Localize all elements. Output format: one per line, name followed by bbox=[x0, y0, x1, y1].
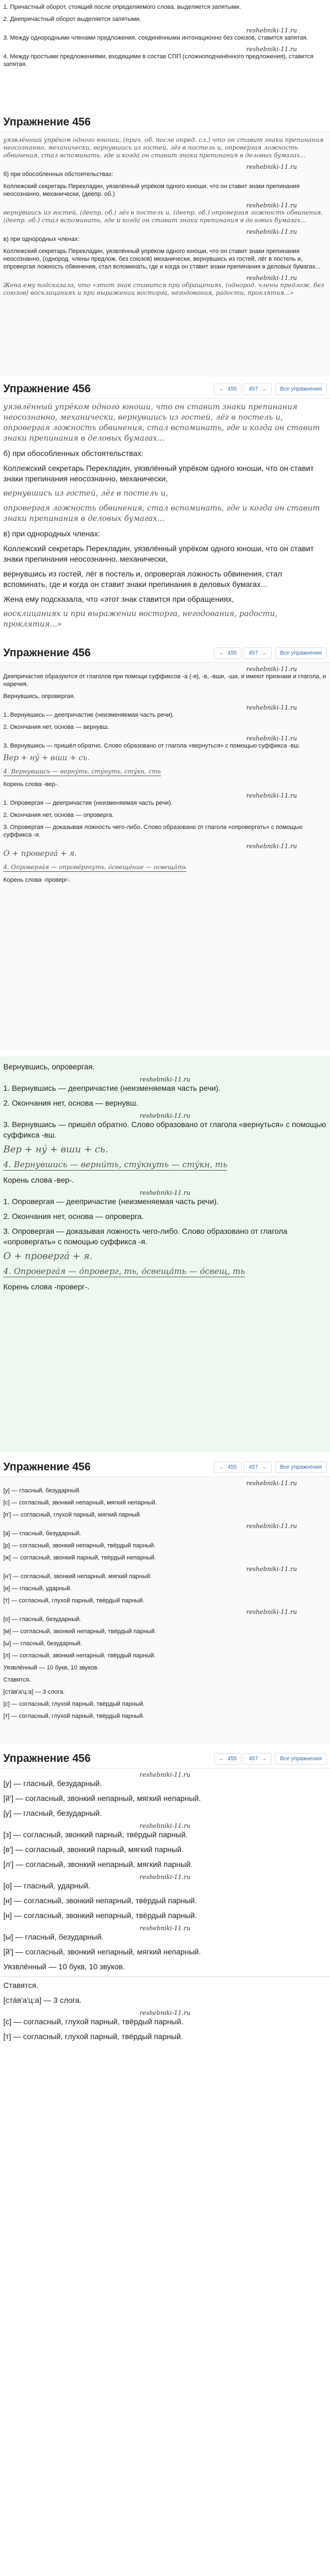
watermark: reshebniki-11.ru bbox=[246, 228, 297, 235]
rule-text: 3. Между однородными членами предложения, соединёнными интонационно без союзов, ставится запятая. bbox=[3, 35, 309, 41]
phonetic-line: [п'] — согласный, глухой парный, мягкий парный. bbox=[3, 1512, 141, 1518]
answer-line: 1. Опровергая — деепричастие (неизменяемая часть речи). bbox=[3, 1197, 219, 1206]
answer-line: 2. Окончания нет, основа — опроверга. bbox=[3, 1212, 144, 1221]
answer-line: опровергая ложность обвинения, стал вспоминать, где и когда он ставит знаки препинания в деловых бумагах... bbox=[3, 504, 320, 523]
phonetic-line: [н] — согласный, звонкий непарный, твёрдый парный. bbox=[3, 1911, 197, 1920]
answer-line: Коллежский секретарь Перекладин, уязвлённый упрёком одного юноши, что он ставит знаки препинания неосознанно, механически, (деепр. об.) bbox=[3, 183, 300, 197]
phonetic-line: [н] — согласный, звонкий непарный, твёрдый парный. bbox=[3, 1896, 197, 1905]
morpheme-line: 4. Вернувшись — вернýть, сту́нуть, сту́кн, сть bbox=[3, 768, 161, 775]
watermark: reshebniki-11.ru bbox=[246, 1608, 297, 1616]
answer-line: Корень слова -вер-. bbox=[3, 781, 59, 788]
morpheme-line: О + провергá + я. bbox=[3, 849, 77, 858]
answer-line: 3. Вернувшись — пришёл обратно. Слово образовано от глагола «вернуться» с помощью суффикса -вш. bbox=[3, 1120, 326, 1139]
watermark: reshebniki-11.ru bbox=[139, 1771, 191, 1778]
answer-line: 3. Опровергая — доказывая ложность чего-либо. Слово образовано от глагола «опровергать» с помощью суффикса -я. bbox=[3, 1227, 288, 1246]
phonetic-line: Ставятся. bbox=[3, 1677, 31, 1683]
arrow-left-icon: ← bbox=[218, 1755, 224, 1762]
phonetic-line: [н'] — согласный, звонкий непарный, мягкий парный. bbox=[3, 1573, 152, 1580]
task-text: Деепричастия образуются от глаголов при помощи суффиксов -а (-я), -в, -вши, -ши, и имеют признаки и глагола, и наречия. bbox=[3, 673, 326, 688]
exercise-title: Упражнение 456 bbox=[3, 116, 91, 128]
phonetic-line: [т] — согласный, глухой парный, твёрдый парный. bbox=[3, 1713, 145, 1720]
rule-text: 4. Между простыми предложениями, входящими в состав СПП (сложноподчинённого предложения), ставится запятая. bbox=[3, 53, 314, 68]
phonetic-line: [у] — гласный, безударный. bbox=[3, 1809, 102, 1817]
next-exercise-button[interactable]: 457 → bbox=[244, 1753, 272, 1765]
phonetic-line: [с] — согласный, звонкий непарный, мягкий непарный. bbox=[3, 1500, 157, 1506]
answer-section-scan-1 bbox=[0, 113, 330, 377]
watermark: reshebniki-11.ru bbox=[246, 843, 297, 850]
phonetic-line: [у] — гласный, безударный. bbox=[3, 1779, 102, 1788]
phonetic-line: [о] — гласный, безударный. bbox=[3, 1616, 81, 1623]
phonetic-line: [л] — согласный, звонкий непарный, твёрдый парный. bbox=[3, 1652, 156, 1659]
all-exercises-button[interactable]: Все упражнения bbox=[275, 383, 327, 395]
prev-exercise-button[interactable]: ← 455 bbox=[214, 647, 242, 659]
morpheme-line: 4. Вернувшись — верни́ть, сту́кнуть — сту́кн, ть bbox=[3, 1160, 228, 1169]
answer-section-scan-3 bbox=[0, 1458, 330, 1744]
arrow-right-icon: → bbox=[261, 650, 267, 656]
watermark: reshebniki-11.ru bbox=[246, 202, 297, 209]
answer-line: Корень слова -проверг-. bbox=[3, 877, 72, 883]
answer-line: б) при обособленных обстоятельствах: bbox=[3, 171, 114, 178]
morpheme-line: Вер + нý + вши + сь. bbox=[3, 1144, 108, 1155]
phonetic-line: [у] — гласный, безударный. bbox=[3, 1487, 81, 1494]
next-exercise-button[interactable]: 457 → bbox=[244, 1462, 272, 1473]
phonetic-line: [з] — согласный, звонкий парный, твёрдый парный. bbox=[3, 1830, 188, 1839]
answer-line: Жена ему подсказала, что «этот знак ставится при обращениях, bbox=[3, 595, 234, 603]
answer-line: б) при обособленных обстоятельствах: bbox=[3, 449, 144, 458]
answer-line: Корень слова -вер-. bbox=[3, 1176, 74, 1184]
watermark: reshebniki-11.ru bbox=[246, 274, 297, 282]
phonetic-line: [в'] — согласный, звонкий парный, мягкий парный. bbox=[3, 1845, 184, 1854]
next-exercise-button[interactable]: 457 → bbox=[244, 383, 272, 395]
answer-line: Вернувшись, опровергая. bbox=[3, 693, 75, 700]
arrow-left-icon: ← bbox=[218, 386, 224, 392]
rule-text: 2. Деепричастный оборот выделяется запятыми. bbox=[3, 16, 141, 23]
arrow-right-icon: → bbox=[261, 1755, 267, 1762]
watermark: reshebniki-11.ru bbox=[246, 1480, 297, 1487]
watermark: reshebniki-11.ru bbox=[139, 1076, 191, 1083]
phonetic-line: [й'] — согласный, звонкий непарный, мягкий непарный. bbox=[3, 1947, 201, 1956]
answer-line: в) при однородных членах: bbox=[3, 529, 101, 538]
phonetic-line: [ы] — гласный, безударный. bbox=[3, 1932, 104, 1941]
answer-line: 3. Опровергая — доказывая ложность чего-либо. Слово образовано от глагола «опровергать» с помощью суффикса -я. bbox=[3, 824, 303, 838]
phonetic-line: [а] — гласный, безударный. bbox=[3, 1530, 81, 1537]
phonetic-line: [стáв'а'ц:а] — 3 слога. bbox=[3, 1996, 82, 2004]
prev-exercise-button[interactable]: ← 455 bbox=[214, 383, 242, 395]
exercise-header bbox=[0, 380, 330, 399]
morpheme-line: 4. Опроверга́я — опрове́ргнуть, о́свещéние — освещáть bbox=[3, 864, 186, 871]
phonetic-line: [стáв'а'ц:а] — 3 слога. bbox=[3, 1689, 65, 1695]
next-exercise-button[interactable]: 457 → bbox=[244, 647, 272, 659]
phonetic-line: [м] — согласный, звонкий непарный, твёрдый парный. bbox=[3, 1628, 157, 1635]
watermark: reshebniki-11.ru bbox=[139, 2009, 191, 2017]
answer-section-clean-2 bbox=[0, 1056, 330, 1452]
answer-line: Жена ему подсказала, что «этот знак ставится при обращениях, (однород. члены предлож. без союзов) восклицаниях и при выражении восторга, негодования, радости, проклятия...» bbox=[3, 282, 324, 296]
phonetic-line: Уязвлённый — 10 букв, 10 звуков. bbox=[3, 1665, 99, 1671]
answer-line: вернувшись из гостей, лёг в постель и, опровергая ложность обвинения, стал вспоминать, где и когда он ставит знаки препинания в деловых бумагах... bbox=[3, 569, 282, 589]
answer-section-clean-3 bbox=[0, 1749, 330, 2576]
answer-line: 3. Вернувшись — пришёл обратно. Слово образовано от глагола «вернуться» с помощью суффикса -вш. bbox=[3, 743, 301, 749]
exercise-header bbox=[0, 644, 330, 663]
watermark: reshebniki-11.ru bbox=[139, 1822, 191, 1830]
phonetic-line: [й'] — согласный, звонкий непарный, мягкий непарный. bbox=[3, 1794, 201, 1803]
arrow-right-icon: → bbox=[261, 386, 267, 392]
phonetic-line: [с] — согласный, глухой парный, твёрдый парный. bbox=[3, 1701, 145, 1707]
answer-section-clean-1 bbox=[0, 380, 330, 638]
watermark: reshebniki-11.ru bbox=[246, 27, 297, 34]
exercise-title: Упражнение 456 bbox=[3, 382, 91, 395]
answer-line: 1. Вернувшись — деепричастие (неизменяемая часть речи). bbox=[3, 712, 174, 718]
phonetic-line: [р] — согласный, звонкий непарный, твёрдый парный. bbox=[3, 1542, 156, 1549]
phonetic-line: [с] — согласный, глухой парный, твёрдый парный. bbox=[3, 2017, 184, 2026]
watermark: reshebniki-11.ru bbox=[139, 1925, 191, 1932]
rule-text: 1. Причастный оборот, стоящий после определяемого слова, выделяется запятыми. bbox=[3, 4, 241, 10]
phonetic-line: Уязвлённый — 10 букв, 10 звуков. bbox=[3, 1962, 125, 1971]
phonetic-line: [и] — гласный, ударный. bbox=[3, 1585, 72, 1592]
watermark: reshebniki-11.ru bbox=[246, 792, 297, 799]
prev-exercise-button[interactable]: ← 455 bbox=[214, 1753, 242, 1765]
morpheme-line: О + провергá + я. bbox=[3, 1251, 93, 1262]
watermark: reshebniki-11.ru bbox=[246, 1566, 297, 1573]
phonetic-line: [т] — согласный, глухой парный, твёрдый парный. bbox=[3, 1597, 145, 1604]
prev-exercise-button[interactable]: ← 455 bbox=[214, 1462, 242, 1473]
phonetic-line: [о] — гласный, ударный. bbox=[3, 1881, 91, 1890]
all-exercises-button[interactable]: Все упражнения bbox=[275, 1753, 327, 1765]
arrow-left-icon: ← bbox=[218, 1464, 224, 1470]
watermark: reshebniki-11.ru bbox=[139, 1112, 191, 1119]
answer-line: 2. Окончания нет, основа — вернувш. bbox=[3, 1098, 139, 1107]
all-exercises-button[interactable]: Все упражнения bbox=[275, 647, 327, 659]
answer-line: вернувшись из гостей, (деепр. об.) лёг в постель и, (деепр. об.) опровергая ложность обвинения, (деепр. об.) стал вспоминать, где и когда он ставит знаки препинания в деловых бумагах... bbox=[3, 209, 323, 224]
answer-line: Коллежский секретарь Перекладин, уязвлённый упрёком одного юноши, что он ставит знаки препинания неосознанно, механически, bbox=[3, 464, 314, 483]
watermark: reshebniki-11.ru bbox=[246, 1523, 297, 1530]
answer-line: 1. Вернувшись — деепричастие (неизменяемая часть речи). bbox=[3, 1084, 221, 1092]
watermark: reshebniki-11.ru bbox=[246, 704, 297, 711]
exercise-header bbox=[0, 1458, 330, 1477]
watermark: reshebniki-11.ru bbox=[246, 163, 297, 171]
answer-line: Вернувшись, опровергая. bbox=[3, 1062, 95, 1071]
exercise-title: Упражнение 456 bbox=[3, 646, 91, 659]
answer-section-scan-2 bbox=[0, 644, 330, 1051]
answer-line: восклицаниях и при выражении восторга, негодования, радости, проклятия...» bbox=[3, 609, 278, 629]
answer-line: Корень слова -проверг-. bbox=[3, 1282, 90, 1291]
answer-line: 2. Окончания нет, основа — вернувш. bbox=[3, 724, 109, 730]
answer-line: Коллежский секретарь Перекладин, уязвлённый упрёком одного юноши, что он ставит знаки препинания неосознанно, механически, bbox=[3, 544, 314, 563]
morpheme-line: Вер + нý + вши + сь. bbox=[3, 754, 90, 762]
phonetic-line: [л'] — согласный, звонкий непарный, мягкий парный. bbox=[3, 1860, 193, 1869]
phonetic-line: [ж] — согласный, звонкий парный, твёрдый непарный. bbox=[3, 1555, 156, 1561]
morpheme-line: 4. Опроверга́я — о́проверг, ть, о́свеща́ть — о́свещ, ть bbox=[3, 1266, 245, 1276]
arrow-left-icon: ← bbox=[218, 650, 224, 656]
answer-line: в) при однородных членах: bbox=[3, 236, 80, 243]
phonetic-line: Ставятся. bbox=[3, 1981, 38, 1990]
arrow-right-icon: → bbox=[261, 1464, 267, 1470]
all-exercises-button[interactable]: Все упражнения bbox=[275, 1462, 327, 1473]
watermark: reshebniki-11.ru bbox=[246, 46, 297, 53]
phonetic-line: [ы] — гласный, безударный. bbox=[3, 1640, 82, 1647]
answer-line: уязвлённый упрёком одного юноши, что он ставит знаки препинания неосознанно, механически, вернувшись из гостей, лёг в постель и, опровергая ложность обвинения, стал вспоминать, где и когда он ставит знаки препинания в деловых бумагах... bbox=[3, 403, 320, 443]
answer-line: Коллежский секретарь Перекладин, уязвлённый упрёком одного юноши, что он ставит знаки препинания неосознанно, (однород. члены предлож. без союзов) механически, вернувшись из гостей, лёг в постель и, опровергая ложность обвинения, стал вспоминать, где и когда он ставит знаки препинания в деловых бумагах... bbox=[3, 248, 321, 270]
answer-line: 1. Опровергая — деепричастие (неизменяемая часть речи). bbox=[3, 800, 173, 806]
watermark: reshebniki-11.ru bbox=[246, 666, 297, 673]
exercise-header bbox=[0, 113, 330, 132]
phonetic-line: [т] — согласный, глухой парный, твёрдый парный. bbox=[3, 2032, 183, 2041]
answer-line: 2. Окончания нет, основа — опроверга. bbox=[3, 812, 114, 819]
intro-section bbox=[0, 0, 330, 110]
divider bbox=[0, 1976, 330, 1977]
answer-line: уязвлённый упрёком одного юноши, (прич. об. после опред. сл.) что он ставит знаки препинания неосознанно, механически, вернувшись из гостей, лёг в постель и, опровергая ложность обвинения, стал вспоминать, где и когда он ставит знаки препинания в деловых бумагах... bbox=[3, 136, 324, 159]
exercise-header bbox=[0, 1749, 330, 1768]
exercise-title: Упражнение 456 bbox=[3, 1460, 91, 1473]
exercise-title: Упражнение 456 bbox=[3, 1752, 91, 1765]
watermark: reshebniki-11.ru bbox=[139, 1189, 191, 1196]
watermark: reshebniki-11.ru bbox=[139, 1874, 191, 1881]
answer-line: вернувшись из гостей, лёг в постель и, bbox=[3, 489, 168, 498]
watermark: reshebniki-11.ru bbox=[246, 735, 297, 742]
